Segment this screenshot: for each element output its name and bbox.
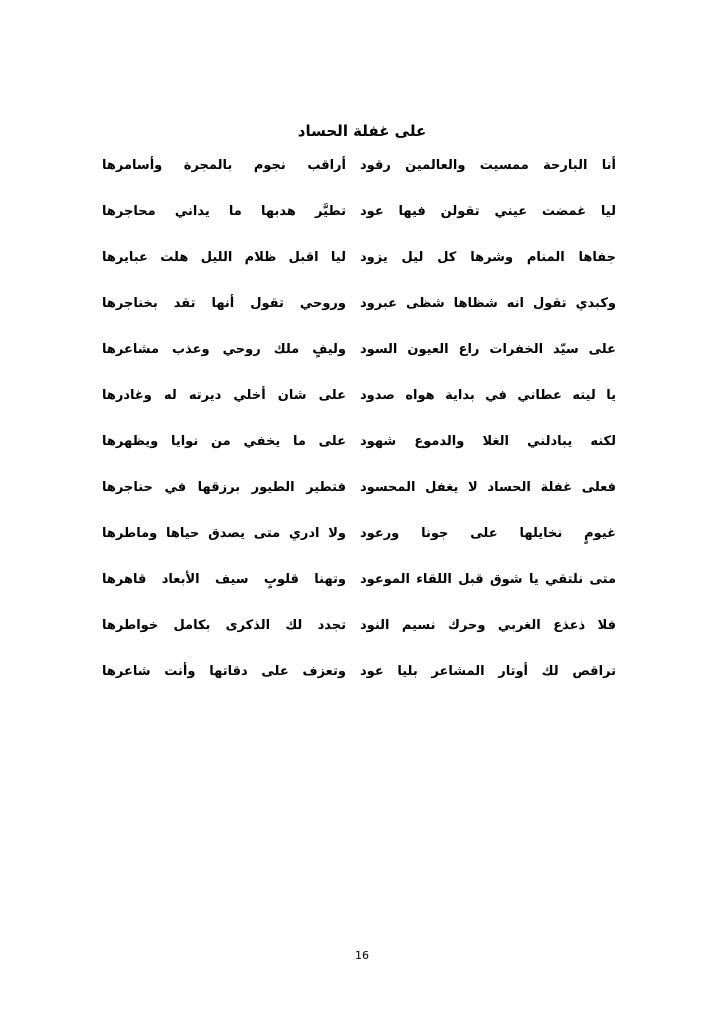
verse-line bbox=[0, 568, 724, 614]
verse-first-hemistich: فعلى غفلة الحساد لا يغفل المحسود bbox=[360, 480, 616, 495]
verse-line bbox=[0, 384, 724, 430]
verse-line bbox=[0, 614, 724, 660]
verse-first-hemistich: لكنه يبادلني الغلا والدموع شهود bbox=[360, 434, 616, 449]
verse-first-hemistich: متى نلتقي يا شوق قبل اللقاء الموعود bbox=[360, 572, 616, 587]
verse-first-hemistich: تراقص لك أوتار المشاعر بليا عود bbox=[360, 664, 616, 679]
verse-first-hemistich: غيومٍ نخايلها على جونا ورعود bbox=[360, 526, 616, 541]
verse-line bbox=[0, 660, 724, 706]
poem-title: على غفلة الحساد bbox=[297, 122, 427, 140]
verse-line bbox=[0, 246, 724, 292]
verse-second-hemistich: فتطير الطيور برزقها في حناجرها bbox=[102, 480, 346, 495]
verse-second-hemistich: أراقب نجوم بالمجرة وأسامرها bbox=[102, 158, 346, 173]
verse-line bbox=[0, 292, 724, 338]
verse-line bbox=[0, 338, 724, 384]
verse-second-hemistich: ليا اقبل ظلام الليل هلت عبايرها bbox=[102, 250, 346, 265]
verse-line bbox=[0, 154, 724, 200]
verse-second-hemistich: على شان أخلي ديرته له وغادرها bbox=[102, 388, 346, 403]
verse-second-hemistich: وروحي تقول أنها تقد بخناجرها bbox=[102, 296, 346, 311]
verse-first-hemistich: فلا ذعذع الغربي وحرك نسيم النود bbox=[360, 618, 616, 633]
verse-line bbox=[0, 430, 724, 476]
verse-line bbox=[0, 200, 724, 246]
verse-first-hemistich: وكبدي تقول انه شظاها شظى عبرود bbox=[360, 296, 616, 311]
verse-first-hemistich: على سيّد الخفرات راع العيون السود bbox=[360, 342, 616, 357]
verse-first-hemistich: أنا البارحة ممسيت والعالمين رقود bbox=[360, 158, 616, 173]
verse-second-hemistich: وليفٍ ملك روحي وعذب مشاعرها bbox=[102, 342, 346, 357]
poem-verses bbox=[0, 154, 724, 706]
verse-first-hemistich: يا ليته عطاني في بداية هواه صدود bbox=[360, 388, 616, 403]
verse-second-hemistich: تجدد لك الذكرى بكامل خواطرها bbox=[102, 618, 346, 633]
verse-second-hemistich: تطيَّر هدبها ما يداني محاجرها bbox=[102, 204, 346, 219]
verse-second-hemistich: ولا ادري متى يصدق حياها وماطرها bbox=[102, 526, 346, 541]
verse-line bbox=[0, 522, 724, 568]
verse-first-hemistich: ليا غمضت عيني تقولن فيها عود bbox=[360, 204, 616, 219]
verse-second-hemistich: وتهنا قلوبٍ سيف الأبعاد قاهرها bbox=[102, 572, 346, 587]
verse-first-hemistich: جفاها المنام وشرها كل ليل يزود bbox=[360, 250, 616, 265]
page-number: 16 bbox=[355, 949, 369, 962]
verse-second-hemistich: على ما يخفي من نوايا ويظهرها bbox=[102, 434, 346, 449]
verse-line bbox=[0, 476, 724, 522]
verse-second-hemistich: وتعزف على دقاتها وأنت شاعرها bbox=[102, 664, 346, 679]
